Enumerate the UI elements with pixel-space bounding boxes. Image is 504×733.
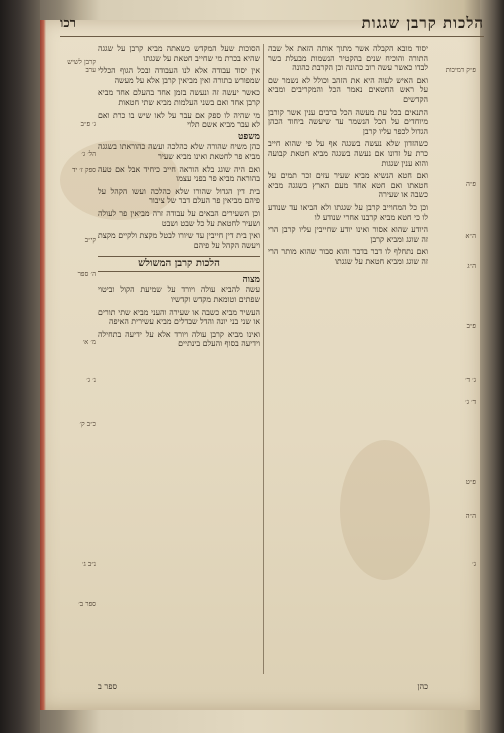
margin-note: ג׳ bbox=[472, 560, 476, 568]
catchword: כהן bbox=[417, 682, 428, 691]
folio-number: רכו bbox=[60, 16, 77, 31]
margin-note: ה״א bbox=[465, 232, 476, 240]
margin-note: פ״ב bbox=[466, 322, 476, 330]
book-fore-edge bbox=[480, 0, 504, 733]
margin-note: ה׳ ספר bbox=[77, 270, 96, 278]
margin-note: קרבן לשיש ערב bbox=[67, 58, 96, 74]
margin-note: ד׳ ג׳ bbox=[465, 398, 476, 406]
margin-note: מ׳ א׳ bbox=[82, 338, 96, 346]
margin-note: ה״ג bbox=[467, 262, 476, 270]
margin-note: פ״ה bbox=[465, 180, 476, 188]
paragraph: ואם נתחלף לו דבר בדבר והוא סבור שהוא מותר הרי זה שוגג ומביא חטאת על שגגתו bbox=[268, 247, 428, 266]
margin-note: ספק ז׳ יד bbox=[72, 166, 96, 174]
margin-note: קי״ב bbox=[84, 236, 96, 244]
paragraph: היודע שהוא אסור ואינו יודע שחייבין עליו קרבן הרי זה שוגג ומביא קרבן bbox=[268, 225, 428, 244]
paragraph: התנאים בכל עת מעשה הכל ברבים ענין אשר קורבן מיוחדים על הכל הנשמר עד שיעשה ביחוד הכהן הגדול לכפר עליו קרבן bbox=[268, 107, 428, 136]
margin-note: נ׳ ג׳ bbox=[86, 376, 96, 384]
margin-note: פ״ק דמיכות bbox=[445, 66, 476, 74]
paragraph: העשיר מביא כשבה או שעירה והעני מביא שתי תורים או שני בני יונה והדל שבדלים מביא עשירית האיפה bbox=[98, 307, 260, 327]
paragraph: ואינו מביא קרבן עולה ויורד אלא על ידיעה בתחילה וידיעה בסוף והעלם בינתיים bbox=[98, 329, 260, 349]
paragraph: ואין בית דין חייבין עד שיורו לבטל מקצת ולקיים מקצת ויעשה הקהל על פיהם bbox=[98, 231, 260, 250]
paragraph: ואם חטא הנשיא מביא שעיר עזים זכר תמים על חטאתו ואם חטא אחד מעם הארץ בשגגה מביא כשבה או שעירה bbox=[268, 171, 428, 200]
margin-note: ספר ב׳ bbox=[78, 600, 96, 608]
page-footer bbox=[98, 682, 428, 691]
paragraph: ואם האיש לעוה היא את הזהב וכולל לא נשמר שם על ראש החטאים נאמר הכל והמקריבים ומביא הקדשים bbox=[268, 75, 428, 104]
margin-note: ה״ה bbox=[465, 512, 476, 520]
paragraph: בית דין הגדול שהורו שלא כהלכה ועשו הקהל על פיהם מביאין פר העלם דבר של ציבור bbox=[98, 186, 260, 206]
paragraph: עשה להביא עולה ויורד על שמיעת הקול וביטוי שפתים וטומאת מקדש וקדשיו bbox=[98, 285, 260, 305]
margin-note: נ״ב ג׳ bbox=[81, 560, 96, 568]
paragraph: וכן כל המחוייב קרבן על שגגתו ולא הביאו עד שנודע לו כי חטא מביא קרבנו אחרי שנודע לו bbox=[268, 202, 428, 222]
right-text-column bbox=[268, 44, 428, 674]
page-red-edge bbox=[40, 20, 46, 710]
left-text-column bbox=[98, 44, 260, 674]
paragraph: יסוד מובא הקבלה אשר מתוך אותה הזאת אל שבה התורה והוכיח שנים בהקטיר הנשמות מבעלת בשר לבדו כאשר עשה רוב כהונה וכן הקרבת כהונה bbox=[268, 44, 428, 73]
margin-note: הל׳ ג׳ bbox=[81, 150, 96, 158]
section-term: משפט bbox=[237, 131, 260, 142]
margin-note: ג׳ ד׳ bbox=[465, 376, 476, 384]
paragraph: מי שהיה לו ספק אם עבר על לאו שיש בו כרת ואם לא עבר מביא אשם תלוי bbox=[98, 110, 260, 130]
margin-note: ג׳ פ״ב bbox=[80, 120, 96, 128]
running-title: הלכות קרבן שגגות bbox=[361, 13, 484, 32]
paragraph: כאשר יעשה זה ונעשה בזמן אחד בהעלם אחד מביא קרבן אחד ואם בשני העלמות מביא שתי חטאות bbox=[98, 88, 260, 107]
margin-note: כ״ב ק׳ bbox=[79, 420, 96, 428]
paragraph: כהן משיח שהורה שלא כהלכה ועשה כהוראתו בשגגה מביא פר לחטאת ואינו מביא שעיר bbox=[98, 142, 260, 161]
paragraph: כשהזדון שלא נעשה בשגגה אף על פי שהוא חייב כרת על זדונו אם נעשה בשגגה מביא חטאת קבועה והוא ענין שגגות bbox=[268, 139, 428, 168]
paragraph: ואם היה שוגג בלא הוראה חייב כיחיד אבל אם טעה בהוראה מביא פר בפני עצמו bbox=[98, 164, 260, 184]
section-heading: הלכות קרבן המשולש bbox=[98, 256, 260, 272]
page-header bbox=[60, 10, 484, 37]
column-divider bbox=[263, 44, 264, 674]
printer-signature: ספר ב bbox=[98, 682, 118, 691]
paragraph: אין יסוד עבודה אלא לנו העבודה ובכל הגוף הכללי שמפורש בתורה ואין מביאין קרבן אלא על מעשה bbox=[98, 66, 260, 85]
paragraph: וכן השעירים הבאים על עבודה זרה מביאין פר לעולה ושעיר לחטאת על כל שבט ושבט bbox=[98, 208, 260, 228]
book-spine-shadow bbox=[0, 0, 40, 733]
section-term: מצוה bbox=[242, 274, 260, 285]
paragraph: הסוכות שעל המקדש כשאתה מביא קרבן על שגגה שהיא בכרת מי שחייב חטאת על שגגתו bbox=[98, 44, 260, 63]
margin-note: פ״ט bbox=[465, 478, 476, 486]
